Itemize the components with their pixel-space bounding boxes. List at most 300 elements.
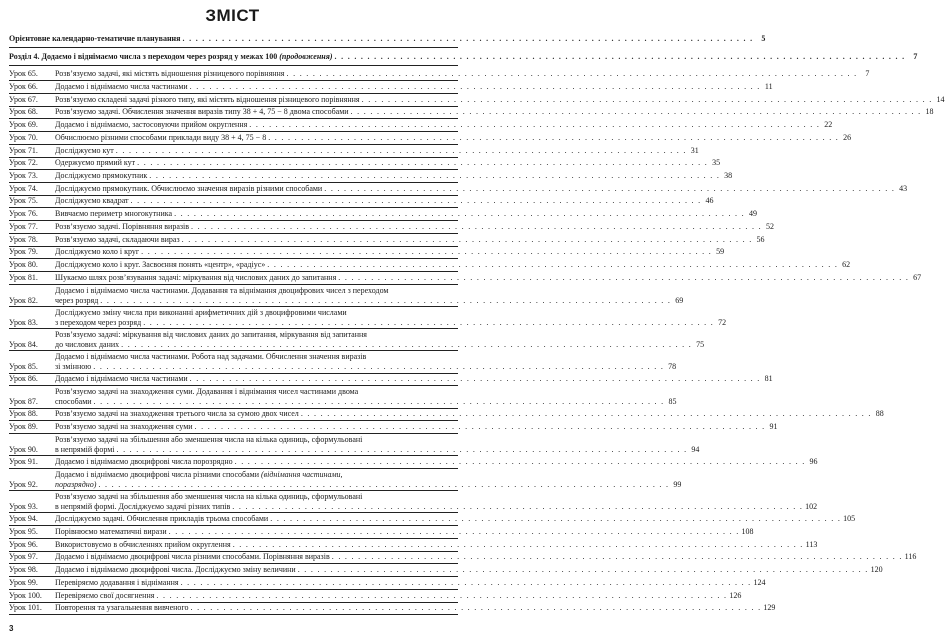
toc-entry-inner <box>9 94 945 105</box>
toc-page-number: 81 <box>764 374 773 384</box>
toc-page-number: 11 <box>764 81 773 91</box>
toc-entry-lesson <box>9 170 733 181</box>
lesson-title-text: Додаємо і віднімаємо двоцифрові числа різними способами (віднімання частинами, <box>55 469 343 479</box>
lesson-title-text: Додаємо і віднімаємо двоцифрові числа різними способами. Порівняння виразів <box>55 552 330 562</box>
toc-entry-lesson <box>9 491 818 512</box>
lesson-number: Урок 77. <box>9 221 38 231</box>
lesson-title-text: Розв’язуємо задачі, складаючи вираз <box>55 234 180 244</box>
lesson-title-line <box>55 308 458 318</box>
toc-entry-lesson <box>9 387 677 407</box>
lesson-number: Урок 85. <box>9 362 38 372</box>
toc-entry-lesson <box>9 514 856 524</box>
lesson-number: Урок 89. <box>9 422 38 431</box>
lesson-title-text: Розв’язуємо задачі. Обчислення значення виразів типу 38 + 4, 75 − 8 двома способами <box>55 107 349 117</box>
toc-page-number: 69 <box>675 295 684 305</box>
lesson-title <box>55 352 677 372</box>
lesson-title-line <box>55 317 727 328</box>
leader-dots: . . . . . . . . . . . . . . . . . . . . . . . . . . . . . . . . . . . . . . . . . . . . . . . . . . . . . . . . . . . . . . . . . . . . . . . . . . . . . . . . . . . . . . . <box>181 234 753 244</box>
toc-page-number: 5 <box>761 34 766 43</box>
lesson-title-line <box>55 221 774 232</box>
lesson-title <box>55 387 677 407</box>
lesson-title-text: Досліджуємо прямокутник <box>55 170 148 180</box>
lesson-title-text: Перевіряємо додавання і віднімання <box>55 577 179 587</box>
toc-page-number: 91 <box>769 422 778 431</box>
toc-entry-lesson <box>9 158 721 168</box>
lesson-number: Урок 93. <box>9 501 38 511</box>
leader-dots: . . . . . . . . . . . . . . . . . . . . . . . . . . . . . . . . . . . . . . . . . . . . . . . . . . . . . . . . . . . . . . . . . . . . . . . . . . . . . . . . . . . . . . . <box>191 221 762 231</box>
toc-page-number: 35 <box>712 158 721 168</box>
toc-entry-inner <box>9 196 714 206</box>
leader-dots: . . . . . . . . . . . . . . . . . . . . . . . . . . . . . . . . . . . . . . . . . . . . . . . . . . . . . . . . . . . . . . . . . . . . . . . . . . . . . . . . . . . . . . . <box>156 590 728 600</box>
toc-entry-lesson <box>9 409 884 419</box>
lesson-title <box>55 247 725 257</box>
lesson-number: Урок 96. <box>9 539 38 549</box>
lesson-title-text: Досліджуємо задачі. Обчислення прикладів трьома способами <box>55 514 269 524</box>
leader-dots: . . . . . . . . . . . . . . . . . . . . . . . . . . . . . . . . . . . . . . . . . . . . . . . . . . . . . . . . . . . . . . . . . . . . . . . . . . . . . . . . . . . . . . . <box>267 260 839 270</box>
lesson-title-text: Додаємо і віднімаємо числа частинами <box>55 81 188 91</box>
lesson-title <box>55 260 851 270</box>
toc-page-number: 72 <box>718 317 727 327</box>
toc-entry-inner <box>9 145 699 156</box>
leader-dots: . . . . . . . . . . . . . . . . . . . . . . . . . . . . . . . . . . . . . . . . . . . . . . . . . . . . . . . . . . . . . . . . . . . . . . . . . . . . . . . . . . . . . . . <box>141 247 713 257</box>
toc-page-number: 62 <box>842 260 851 270</box>
lesson-title-text: Шукаємо шлях розв’язування задачі: міркування від числових даних до запитання <box>55 272 337 282</box>
toc-page-number: 56 <box>756 234 765 244</box>
leader-dots: . . . . . . . . . . . . . . . . . . . . . . . . . . . . . . . . . . . . . . . . . . . . . . . . . . . . . . . . . . . . . . . . . . . . . . . . . . . . . . . . . . . . . . . <box>234 456 806 466</box>
section-title: Розділ 4. Додаємо і віднімаємо числа з переходом через розряд у межах 100 (продовження) <box>9 52 333 61</box>
lesson-title-line <box>55 352 458 362</box>
divider-line <box>9 614 458 615</box>
leader-dots: . . . . . . . . . . . . . . . . . . . . . . . . . . . . . . . . . . . . . . . . . . . . . . . . . . . . . . . . . . . . . . . . . . . . . . . . . . . . . . . . . . . . . . . <box>182 34 754 43</box>
leader-dots: . . . . . . . . . . . . . . . . . . . . . . . . . . . . . . . . . . . . . . . . . . . . . . . . . . . . . . . . . . . . . . . . . . . . . . . . . . . . . . . . . . . . . . . <box>331 552 903 562</box>
lesson-title-line <box>55 397 677 407</box>
lesson-title-line <box>55 158 721 168</box>
lesson-title-text: Досліджуємо коло і круг. Засвоєння понять «центр», «радіус» <box>55 260 266 270</box>
toc-entry-inner <box>9 456 818 467</box>
toc-page-number: 96 <box>809 456 818 466</box>
lesson-title <box>55 132 852 143</box>
toc-entry-lesson <box>9 69 870 79</box>
lesson-title-line <box>55 234 765 245</box>
lesson-number: Урок 81. <box>9 272 38 282</box>
toc-entry-inner <box>9 272 922 283</box>
lesson-title-line <box>55 170 733 181</box>
lesson-title <box>55 434 700 455</box>
page-title: ЗМІСТ <box>205 6 260 25</box>
lesson-number: Урок 79. <box>9 247 38 257</box>
lesson-number: Урок 99. <box>9 577 38 587</box>
lesson-number: Урок 78. <box>9 234 38 244</box>
toc-entry-inner <box>9 307 727 328</box>
lesson-title-line <box>55 295 684 306</box>
lesson-number: Урок 98. <box>9 565 38 574</box>
toc-entry-inner <box>9 234 765 245</box>
lesson-title-line <box>55 565 883 575</box>
lesson-title-text: до числових даних <box>55 340 120 349</box>
leader-dots: . . . . . . . . . . . . . . . . . . . . . . . . . . . . . . . . . . . . . . . . . . . . . . . . . . . . . . . . . . . . . . . . . . . . . . . . . . . . . . . . . . . . . . . <box>98 479 670 489</box>
toc-entry-lesson <box>9 565 883 575</box>
lesson-title <box>55 539 818 550</box>
toc-entry-lesson <box>9 307 727 328</box>
lesson-title <box>55 196 714 206</box>
lesson-title-text: в непрямій формі <box>55 444 115 454</box>
toc-entry-inner <box>9 81 773 92</box>
lesson-number: Урок 65. <box>9 69 38 78</box>
lesson-title <box>55 170 733 181</box>
toc-page-number: 38 <box>724 170 733 180</box>
lesson-number: Урок 69. <box>9 120 38 129</box>
leader-dots: . . . . . . . . . . . . . . . . . . . . . . . . . . . . . . . . . . . . . . . . . . . . . . . . . . . . . . . . . . . . . . . . . . . . . . . . . . . . . . . . . . . . . . . <box>189 374 761 384</box>
leader-dots: . . . . . . . . . . . . . . . . . . . . . . . . . . . . . . . . . . . . . . . . . . . . . . . . . . . . . . . . . . . . . . . . . . . . . . . . . . . . . . . . . . . . . . . <box>137 158 709 168</box>
toc-entry-inner <box>9 132 852 143</box>
lesson-number: Урок 83. <box>9 317 38 327</box>
lesson-title <box>55 577 766 588</box>
lesson-title <box>55 209 757 219</box>
lesson-title-line <box>55 552 917 562</box>
lesson-title-text: зі змінною <box>55 362 92 372</box>
toc-page-number: 7 <box>865 69 870 78</box>
toc-entry-lesson <box>9 374 773 384</box>
toc-page-number: 102 <box>805 501 818 511</box>
lesson-title-text: Вивчаємо периметр многокутника <box>55 209 173 219</box>
lesson-title-line <box>55 340 705 350</box>
lesson-title-text: Розв’язуємо задачі, які містять відношення різницевого порівняння <box>55 69 285 78</box>
lesson-title <box>55 307 727 328</box>
lesson-number: Урок 101. <box>9 603 42 613</box>
leader-dots: . . . . . . . . . . . . . . . . . . . . . . . . . . . . . . . . . . . . . . . . . . . . . . . . . . . . . . . . . . . . . . . . . . . . . . . . . . . . . . . . . . . . . . . <box>174 209 745 219</box>
toc-page-number: 18 <box>925 107 934 117</box>
lesson-title-text: Додаємо і віднімаємо двоцифрові числа. Досліджуємо зміну величини <box>55 565 296 574</box>
lesson-title-text: Додаємо і віднімаємо числа частинами. Робота над задачами. Обчислення значення виразів <box>55 352 367 362</box>
toc-entry-lesson <box>9 552 917 562</box>
leader-dots: . . . . . . . . . . . . . . . . . . . . . . . . . . . . . . . . . . . . . . . . . . . . . . . . . . . . . . . . . . . . . . . . . . . . . . . . . . . . . . . . . . . . . . . <box>270 514 842 524</box>
lesson-number: Урок 80. <box>9 260 38 270</box>
leader-dots: . . . . . . . . . . . . . . . . . . . . . . . . . . . . . . . . . . . . . . . . . . . . . . . . . . . . . . . . . . . . . . . . . . . . . . . . . . . . . . . . . . . . . . . <box>350 107 922 117</box>
lesson-title <box>55 514 856 524</box>
leader-dots: . . . . . . . . . . . . . . . . . . . . . . . . . . . . . . . . . . . . . . . . . . . . . . . . . . . . . . . . . . . . . . . . . . . . . . . . . . . . . . . . . . . . . . . <box>286 69 858 78</box>
toc-page-number: 94 <box>691 444 700 454</box>
toc-entry-inner <box>9 552 917 562</box>
toc-entry-inner <box>9 514 856 524</box>
lesson-title <box>55 120 833 130</box>
lesson-number: Урок 74. <box>9 183 38 193</box>
lesson-title-line <box>55 422 778 432</box>
toc-page-number: 67 <box>913 272 922 282</box>
lesson-number: Урок 86. <box>9 374 38 384</box>
lesson-title <box>55 603 776 613</box>
lesson-number: Урок 66. <box>9 81 38 91</box>
lesson-number: Урок 94. <box>9 514 38 524</box>
lesson-title-line <box>55 539 818 550</box>
toc-entry-lesson <box>9 234 765 245</box>
toc-entry-lesson <box>9 539 818 550</box>
toc-line <box>9 52 918 62</box>
toc-entry-lesson <box>9 183 908 194</box>
toc-entry-lesson <box>9 221 774 232</box>
toc-entry-inner <box>9 330 705 350</box>
toc-entry-inner <box>9 120 833 130</box>
toc-page-number: 26 <box>843 132 852 142</box>
lesson-title <box>55 81 773 92</box>
leader-dots: . . . . . . . . . . . . . . . . . . . . . . . . . . . . . . . . . . . . . . . . . . . . . . . . . . . . . . . . . . . . . . . . . . . . . . . . . . . . . . . . . . . . . . . <box>324 183 896 193</box>
leader-dots: . . . . . . . . . . . . . . . . . . . . . . . . . . . . . . . . . . . . . . . . . . . . . . . . . . . . . . . . . . . . . . . . . . . . . . . . . . . . . . . . . . . . . . . <box>190 603 762 613</box>
toc-entry-lesson <box>9 330 705 350</box>
lesson-title <box>55 552 917 562</box>
toc-entry-inner <box>9 422 778 432</box>
toc-entry-lesson <box>9 456 818 467</box>
toc-page-number: 129 <box>763 603 776 613</box>
toc-entry-lesson <box>9 81 773 92</box>
leader-dots: . . . . . . . . . . . . . . . . . . . . . . . . . . . . . . . . . . . . . . . . . . . . . . . . . . . . . . . . . . . . . . . . . . . . . . . . . . . . . . . . . . . . . . . <box>116 444 688 454</box>
toc-page-number: 78 <box>668 362 677 372</box>
lesson-number: Урок 82. <box>9 295 38 305</box>
lesson-title-text: Розв’язуємо задачі на знаходження суми. Додавання і віднімання чисел частинами двома <box>55 387 359 397</box>
toc-entry-lesson <box>9 272 922 283</box>
toc-entry-inner <box>9 539 818 550</box>
lesson-title-line <box>55 145 699 156</box>
lesson-title-line <box>55 435 458 445</box>
toc-page-number: 108 <box>741 526 754 536</box>
toc-page-number: 31 <box>690 145 699 155</box>
lesson-title-text: Додаємо і віднімаємо двоцифрові числа порозрядно <box>55 456 233 466</box>
lesson-title-text: Розв’язуємо задачі на знаходження третього числа за сумою двох чисел <box>55 409 299 419</box>
toc-page-number: 49 <box>748 209 757 219</box>
toc-entry-inner <box>9 260 851 270</box>
lesson-title-text: Досліджуємо коло і круг <box>55 247 140 257</box>
lesson-title-line <box>55 362 677 372</box>
lesson-title-text: способами <box>55 397 92 407</box>
toc-page-number: 88 <box>875 409 884 419</box>
toc-page-number: 52 <box>765 221 774 231</box>
toc-entry-inner <box>9 603 776 613</box>
lesson-title-line <box>55 374 773 384</box>
lesson-title-line <box>55 470 458 480</box>
lesson-title-text: Додаємо і віднімаємо числа частинами <box>55 374 188 384</box>
lesson-title-text: в непрямій формі. Досліджуємо задачі різних типів <box>55 501 231 511</box>
lesson-title <box>55 330 705 350</box>
lesson-title-text: Розв’язуємо задачі на збільшення або зменшення числа на кілька одиниць, сформульовані <box>55 434 363 444</box>
toc-entry-inner <box>9 285 684 306</box>
toc-entry-lesson <box>9 132 852 143</box>
leader-dots: . . . . . . . . . . . . . . . . . . . . . . . . . . . . . . . . . . . . . . . . . . . . . . . . . . . . . . . . . . . . . . . . . . . . . . . . . . . . . . . . . . . . . . . <box>300 409 872 419</box>
lesson-title-text: Одержуємо прямий кут <box>55 158 136 168</box>
lesson-title-italic: (віднімання частинами, <box>260 469 343 479</box>
toc-entry-lesson <box>9 526 754 537</box>
lesson-title-line <box>55 183 908 194</box>
lesson-title-line <box>55 590 742 601</box>
lesson-title <box>55 221 774 232</box>
lesson-title-line <box>55 132 852 143</box>
leader-dots: . . . . . . . . . . . . . . . . . . . . . . . . . . . . . . . . . . . . . . . . . . . . . . . . . . . . . . . . . . . . . . . . . . . . . . . . . . . . . . . . . . . . . . . <box>338 272 910 282</box>
lesson-title <box>55 94 945 105</box>
toc-page-number: 116 <box>904 552 917 562</box>
lesson-title-line <box>55 107 934 117</box>
lesson-number: Урок 97. <box>9 552 38 562</box>
lesson-title-text: Досліджуємо зміну числа при виконанні арифметичних дій з двоцифровими числами <box>55 307 347 317</box>
lesson-title <box>55 374 773 384</box>
lesson-title-text: Досліджуємо кут <box>55 145 114 155</box>
lesson-number: Урок 92. <box>9 479 38 489</box>
lesson-title-line <box>55 444 700 455</box>
lesson-title <box>55 285 684 306</box>
lesson-title-line <box>55 69 870 79</box>
lesson-title-line <box>55 286 458 296</box>
toc-page-number: 22 <box>824 120 833 129</box>
toc-entry-inner <box>9 221 774 232</box>
toc-entry-inner <box>9 374 773 384</box>
leader-dots: . . . . . . . . . . . . . . . . . . . . . . . . . . . . . . . . . . . . . . . . . . . . . . . . . . . . . . . . . . . . . . . . . . . . . . . . . . . . . . . . . . . . . . . <box>93 362 665 372</box>
toc-page-number: 46 <box>705 196 714 206</box>
leader-dots: . . . . . . . . . . . . . . . . . . . . . . . . . . . . . . . . . . . . . . . . . . . . . . . . . . . . . . . . . . . . . . . . . . . . . . . . . . . . . . . . . . . . . . . <box>93 397 665 407</box>
lesson-number: Урок 72. <box>9 158 38 168</box>
toc-entry-inner <box>9 526 754 537</box>
lesson-number: Урок 71. <box>9 145 38 155</box>
divider-line <box>9 47 458 48</box>
leader-dots: . . . . . . . . . . . . . . . . . . . . . . . . . . . . . . . . . . . . . . . . . . . . . . . . . . . . . . . . . . . . . . . . . . . . . . . . . . . . . . . . . . . . . . . <box>249 120 821 129</box>
toc-page-number: 120 <box>870 565 883 574</box>
lesson-title-line <box>55 330 458 340</box>
lesson-title-text: Повторення та узагальнення вивченого <box>55 603 189 613</box>
lesson-title-line <box>55 120 833 130</box>
lesson-title-line <box>55 272 922 283</box>
toc-entry-lesson <box>9 469 682 490</box>
toc-page-number: 43 <box>899 183 908 193</box>
lesson-title <box>55 491 818 512</box>
lesson-title <box>55 234 765 245</box>
toc-entry-inner <box>9 491 818 512</box>
lesson-title-line <box>55 479 682 490</box>
lesson-title <box>55 469 682 490</box>
toc-entry-inner <box>9 565 883 575</box>
lesson-title-text: Додаємо і віднімаємо числа частинами. Додавання та віднімання двоцифрових чисел з переходом <box>55 285 389 295</box>
lesson-title <box>55 590 742 601</box>
lesson-title <box>55 526 754 537</box>
lesson-title-text: Перевіряємо свої досягнення <box>55 590 155 600</box>
lesson-number: Урок 95. <box>9 526 38 536</box>
toc-entry-inner <box>9 247 725 257</box>
toc-page-number: 113 <box>805 539 818 549</box>
lesson-title <box>55 69 870 79</box>
toc-line <box>9 34 766 44</box>
lesson-number: Урок 76. <box>9 209 38 219</box>
lesson-number: Урок 70. <box>9 132 38 142</box>
lesson-title-text: Використовуємо в обчисленнях прийом округлення <box>55 539 231 549</box>
leader-dots: . . . . . . . . . . . . . . . . . . . . . . . . . . . . . . . . . . . . . . . . . . . . . . . . . . . . . . . . . . . . . . . . . . . . . . . . . . . . . . . . . . . . . . . <box>100 295 672 305</box>
lesson-title-line <box>55 81 773 92</box>
leader-dots: . . . . . . . . . . . . . . . . . . . . . . . . . . . . . . . . . . . . . . . . . . . . . . . . . . . . . . . . . . . . . . . . . . . . . . . . . . . . . . . . . . . . . . . <box>361 94 933 104</box>
toc-entry-lesson <box>9 94 945 105</box>
lesson-title-line <box>55 501 818 512</box>
lesson-title <box>55 107 934 117</box>
toc-entry-lesson <box>9 577 766 588</box>
lesson-title <box>55 422 778 432</box>
leader-dots: . . . . . . . . . . . . . . . . . . . . . . . . . . . . . . . . . . . . . . . . . . . . . . . . . . . . . . . . . . . . . . . . . . . . . . . . . . . . . . . . . . . . . . . <box>268 132 840 142</box>
toc-entry-lesson <box>9 285 684 306</box>
toc-entry-text: Орієнтовне календарно-тематичне планування <box>9 34 181 43</box>
leader-dots: . . . . . . . . . . . . . . . . . . . . . . . . . . . . . . . . . . . . . . . . . . . . . . . . . . . . . . . . . . . . . . . . . . . . . . . . . . . . . . . . . . . . . . . <box>149 170 721 180</box>
lesson-number: Урок 75. <box>9 196 38 206</box>
toc-page-number: 105 <box>843 514 856 524</box>
lesson-title-line <box>55 456 818 467</box>
toc-page-number: 126 <box>729 590 742 600</box>
toc-page-number: 14 <box>936 94 945 104</box>
lesson-number: Урок 88. <box>9 409 38 419</box>
page-number: 3 <box>9 624 14 633</box>
leader-dots: . . . . . . . . . . . . . . . . . . . . . . . . . . . . . . . . . . . . . . . . . . . . . . . . . . . . . . . . . . . . . . . . . . . . . . . . . . . . . . . . . . . . . . . <box>115 145 687 155</box>
toc-entry-lesson <box>9 209 757 219</box>
toc-entry-inner <box>9 590 742 601</box>
toc-entry-inner <box>9 158 721 168</box>
toc-entry-inner <box>9 434 700 455</box>
leader-dots: . . . . . . . . . . . . . . . . . . . . . . . . . . . . . . . . . . . . . . . . . . . . . . . . . . . . . . . . . . . . . . . . . . . . . . . . . . . . . . . . . . . . . . . <box>334 52 906 61</box>
toc-page-number: 99 <box>673 479 682 489</box>
lesson-title-line <box>55 196 714 206</box>
lesson-number: Урок 68. <box>9 107 38 117</box>
toc-page-number: 7 <box>913 52 918 61</box>
lesson-title-text: Розв’язуємо складені задачі різного типу, які містять відношення різницевого порівняння <box>55 94 360 104</box>
toc-page-number: 59 <box>716 247 725 257</box>
leader-dots: . . . . . . . . . . . . . . . . . . . . . . . . . . . . . . . . . . . . . . . . . . . . . . . . . . . . . . . . . . . . . . . . . . . . . . . . . . . . . . . . . . . . . . . <box>143 317 715 327</box>
lesson-title-line <box>55 603 776 613</box>
leader-dots: . . . . . . . . . . . . . . . . . . . . . . . . . . . . . . . . . . . . . . . . . . . . . . . . . . . . . . . . . . . . . . . . . . . . . . . . . . . . . . . . . . . . . . . <box>232 501 804 511</box>
toc-entry-lesson <box>9 107 934 117</box>
toc-entry-inner <box>9 170 733 181</box>
toc-page-number: 85 <box>668 397 677 407</box>
lesson-title-italic: поразрядно) <box>55 479 97 489</box>
lesson-number: Урок 90. <box>9 444 38 454</box>
toc-entry-lesson <box>9 352 677 372</box>
lesson-title-text: Досліджуємо квадрат <box>55 196 129 206</box>
section-suffix: (продовження) <box>279 52 333 61</box>
lesson-title-line <box>55 492 458 502</box>
toc-entry-lesson <box>9 260 851 270</box>
lesson-title-text: Розв’язуємо задачі. Порівняння виразів <box>55 221 190 231</box>
lesson-number: Урок 67. <box>9 94 38 104</box>
lesson-number: Урок 100. <box>9 590 42 600</box>
lesson-title <box>55 145 699 156</box>
lesson-title-line <box>55 247 725 257</box>
lesson-title-text: Обчислюємо різними способами приклади виду 38 + 4, 75 − 8 <box>55 132 267 142</box>
toc-page-number: 75 <box>696 340 705 349</box>
leader-dots: . . . . . . . . . . . . . . . . . . . . . . . . . . . . . . . . . . . . . . . . . . . . . . . . . . . . . . . . . . . . . . . . . . . . . . . . . . . . . . . . . . . . . . . <box>168 526 740 536</box>
toc-entry-lesson <box>9 196 714 206</box>
lesson-title-text: з переходом через розряд <box>55 317 142 327</box>
toc-entry-planning <box>9 34 766 44</box>
lesson-title <box>55 272 922 283</box>
toc-entry-lesson <box>9 434 700 455</box>
lesson-number: Урок 73. <box>9 170 38 180</box>
toc-entry-lesson <box>9 590 742 601</box>
lesson-title <box>55 565 883 575</box>
toc-entry-lesson <box>9 120 833 130</box>
toc-page-number: 124 <box>753 577 766 587</box>
lesson-title-line <box>55 409 884 419</box>
leader-dots: . . . . . . . . . . . . . . . . . . . . . . . . . . . . . . . . . . . . . . . . . . . . . . . . . . . . . . . . . . . . . . . . . . . . . . . . . . . . . . . . . . . . . . . <box>180 577 752 587</box>
leader-dots: . . . . . . . . . . . . . . . . . . . . . . . . . . . . . . . . . . . . . . . . . . . . . . . . . . . . . . . . . . . . . . . . . . . . . . . . . . . . . . . . . . . . . . . <box>130 196 702 206</box>
lesson-title-text: Порівнюємо математичні вирази <box>55 526 167 536</box>
toc-entry-lesson <box>9 247 725 257</box>
toc-entry-inner <box>9 209 757 219</box>
lesson-title-text: Додаємо і віднімаємо, застосовуючи прийом округлення <box>55 120 248 129</box>
lesson-title-line <box>55 260 851 270</box>
lesson-title-text: Розв’язуємо задачі на знаходження суми <box>55 422 193 431</box>
toc-entry-section-4 <box>9 52 918 62</box>
lesson-title-text: через розряд <box>55 295 99 305</box>
toc-entry-inner <box>9 183 908 194</box>
leader-dots: . . . . . . . . . . . . . . . . . . . . . . . . . . . . . . . . . . . . . . . . . . . . . . . . . . . . . . . . . . . . . . . . . . . . . . . . . . . . . . . . . . . . . . . <box>297 565 869 574</box>
leader-dots: . . . . . . . . . . . . . . . . . . . . . . . . . . . . . . . . . . . . . . . . . . . . . . . . . . . . . . . . . . . . . . . . . . . . . . . . . . . . . . . . . . . . . . . <box>189 81 761 91</box>
leader-dots: . . . . . . . . . . . . . . . . . . . . . . . . . . . . . . . . . . . . . . . . . . . . . . . . . . . . . . . . . . . . . . . . . . . . . . . . . . . . . . . . . . . . . . . <box>121 340 693 349</box>
